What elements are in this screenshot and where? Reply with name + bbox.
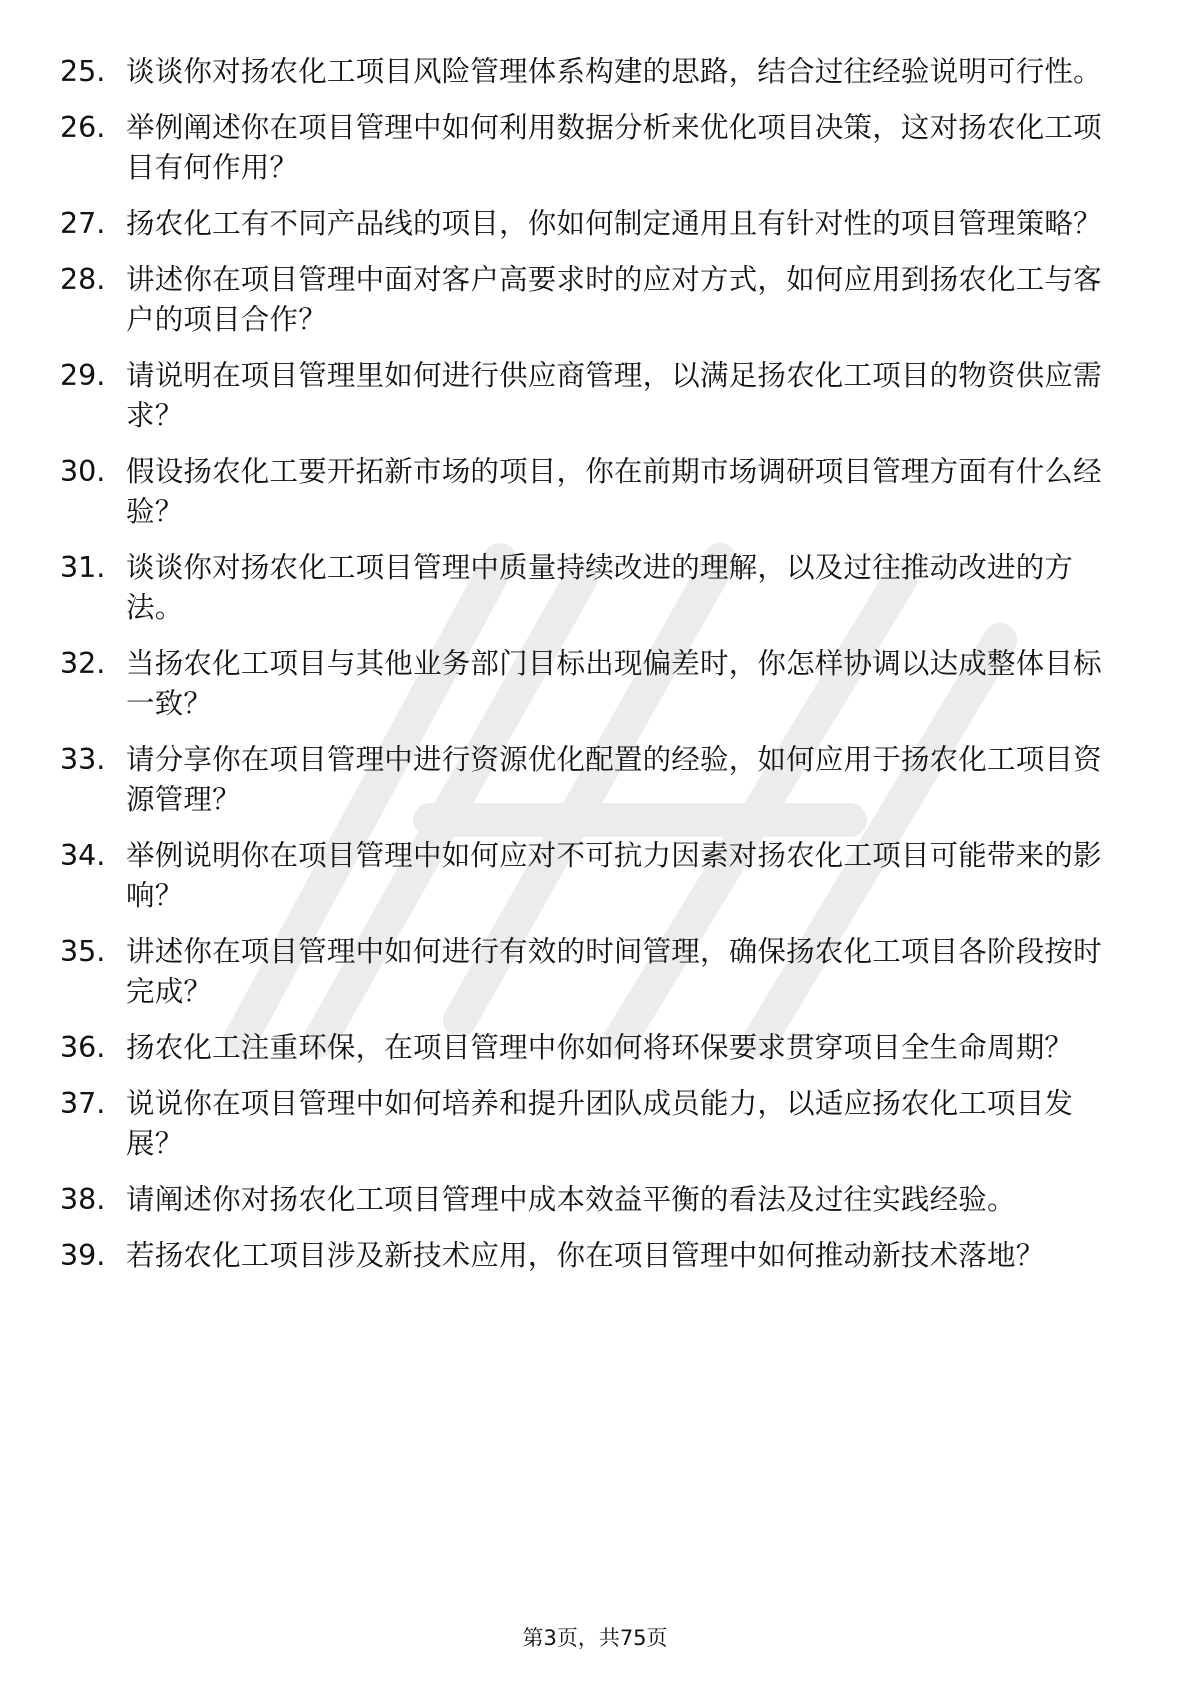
question-item	[60, 740, 1120, 820]
page-footer: 第3页，共75页	[522, 1626, 668, 1650]
question-item	[60, 260, 1120, 340]
question-item	[60, 52, 1120, 92]
question-number: 39.	[60, 1239, 106, 1272]
question-text: 当扬农化工项目与其他业务部门目标出现偏差时，你怎样协调以达成整体目标一致？	[126, 647, 1102, 720]
question-number: 29.	[60, 359, 106, 392]
question-item	[60, 548, 1120, 628]
question-number: 30.	[60, 455, 106, 488]
question-item	[60, 932, 1120, 1012]
question-item	[60, 356, 1120, 436]
question-item	[60, 108, 1120, 188]
question-number: 28.	[60, 263, 106, 296]
question-item	[60, 204, 1120, 244]
question-item	[60, 1028, 1120, 1068]
question-number: 32.	[60, 647, 106, 680]
question-item	[60, 1236, 1120, 1276]
question-number: 38.	[60, 1183, 106, 1216]
question-text: 假设扬农化工要开拓新市场的项目，你在前期市场调研项目管理方面有什么经验？	[126, 455, 1102, 528]
question-number: 36.	[60, 1031, 106, 1064]
question-number: 33.	[60, 743, 106, 776]
question-text: 若扬农化工项目涉及新技术应用，你在项目管理中如何推动新技术落地？	[126, 1239, 1045, 1272]
question-text: 请说明在项目管理里如何进行供应商管理，以满足扬农化工项目的物资供应需求？	[126, 359, 1102, 432]
question-item	[60, 836, 1120, 916]
question-text: 谈谈你对扬农化工项目风险管理体系构建的思路，结合过往经验说明可行性。	[126, 55, 1102, 88]
question-text: 举例阐述你在项目管理中如何利用数据分析来优化项目决策，这对扬农化工项目有何作用？	[126, 111, 1102, 184]
question-number: 37.	[60, 1087, 106, 1120]
question-text: 讲述你在项目管理中面对客户高要求时的应对方式，如何应用到扬农化工与客户的项目合作？	[126, 263, 1102, 336]
question-item	[60, 452, 1120, 532]
question-text: 说说你在项目管理中如何培养和提升团队成员能力，以适应扬农化工项目发展？	[126, 1087, 1074, 1160]
question-text: 扬农化工有不同产品线的项目，你如何制定通用且有针对性的项目管理策略？	[126, 207, 1102, 240]
question-number: 26.	[60, 111, 106, 144]
question-number: 31.	[60, 551, 106, 584]
question-number: 34.	[60, 839, 106, 872]
question-text: 请分享你在项目管理中进行资源优化配置的经验，如何应用于扬农化工项目资源管理？	[126, 743, 1102, 816]
question-number: 27.	[60, 207, 106, 240]
question-text: 请阐述你对扬农化工项目管理中成本效益平衡的看法及过往实践经验。	[126, 1183, 1016, 1216]
question-item	[60, 1084, 1120, 1164]
question-item	[60, 1180, 1120, 1220]
question-text: 谈谈你对扬农化工项目管理中质量持续改进的理解，以及过往推动改进的方法。	[126, 551, 1074, 624]
question-text: 讲述你在项目管理中如何进行有效的时间管理，确保扬农化工项目各阶段按时完成？	[126, 935, 1102, 1008]
question-item	[60, 644, 1120, 724]
question-text: 扬农化工注重环保，在项目管理中你如何将环保要求贯穿项目全生命周期？	[126, 1031, 1074, 1064]
question-number: 35.	[60, 935, 106, 968]
question-text: 举例说明你在项目管理中如何应对不可抗力因素对扬农化工项目可能带来的影响？	[126, 839, 1102, 912]
question-number: 25.	[60, 55, 106, 88]
question-list	[60, 52, 1120, 1292]
